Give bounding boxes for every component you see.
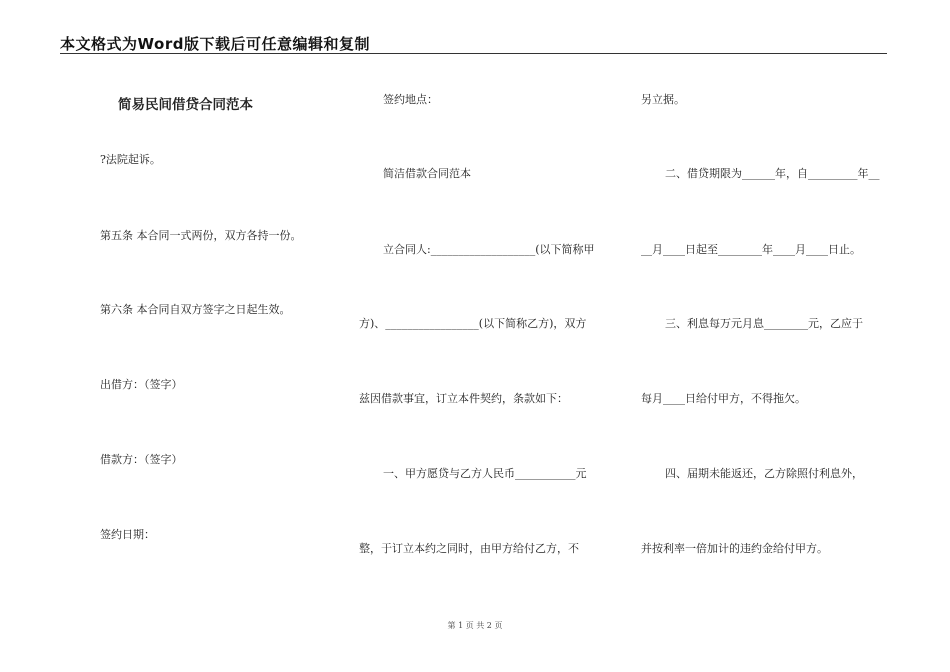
column-right	[638, 0, 888, 672]
document-title: 简易民间借贷合同范本	[118, 97, 253, 113]
text-line: 每月____日给付甲方，不得拖欠。	[641, 392, 806, 405]
text-line: 一、甲方愿贷与乙方人民币___________元	[383, 467, 587, 480]
text-line: 三、利息每万元月息________元，乙应于	[665, 317, 863, 330]
text-line: 立合同人:___________________(以下简称甲	[383, 243, 595, 256]
section-title: 简洁借款合同范本	[383, 167, 471, 180]
text-line: __月____日起至________年____月____日止。	[641, 243, 861, 256]
text-line: 并按利率一倍加计的违约金给付甲方。	[641, 542, 828, 555]
column-middle	[356, 0, 616, 672]
text-line: 第五条 本合同一式两份，双方各持一份。	[100, 229, 302, 242]
text-line: 二、借贷期限为______年，自_________年__	[665, 167, 880, 180]
lender-signature-line: 出借方：（签字）	[100, 378, 183, 391]
borrower-signature-line: 借款方：（签字）	[100, 453, 183, 466]
text-line: 第六条 本合同自双方签字之日起生效。	[100, 303, 291, 316]
text-line: 四、届期未能返还，乙方除照付利息外，	[665, 467, 863, 480]
text-line: 整，于订立本约之同时，由甲方给付乙方，不	[359, 542, 579, 555]
column-left	[100, 0, 330, 672]
text-line: 方)、_________________(以下简称乙方)，双方	[359, 317, 587, 330]
text-line: ?法院起诉。	[100, 153, 161, 166]
page-indicator: 第 1 页 共 2 页	[447, 621, 503, 630]
header-banner: 本文格式为Word版下载后可任意编辑和复制	[60, 35, 370, 53]
text-line: 另立据。	[641, 93, 685, 106]
signing-place-line: 签约地点：	[383, 93, 438, 106]
signing-date-line: 签约日期：	[100, 528, 155, 541]
text-line: 兹因借款事宜，订立本件契约，条款如下：	[359, 392, 568, 405]
